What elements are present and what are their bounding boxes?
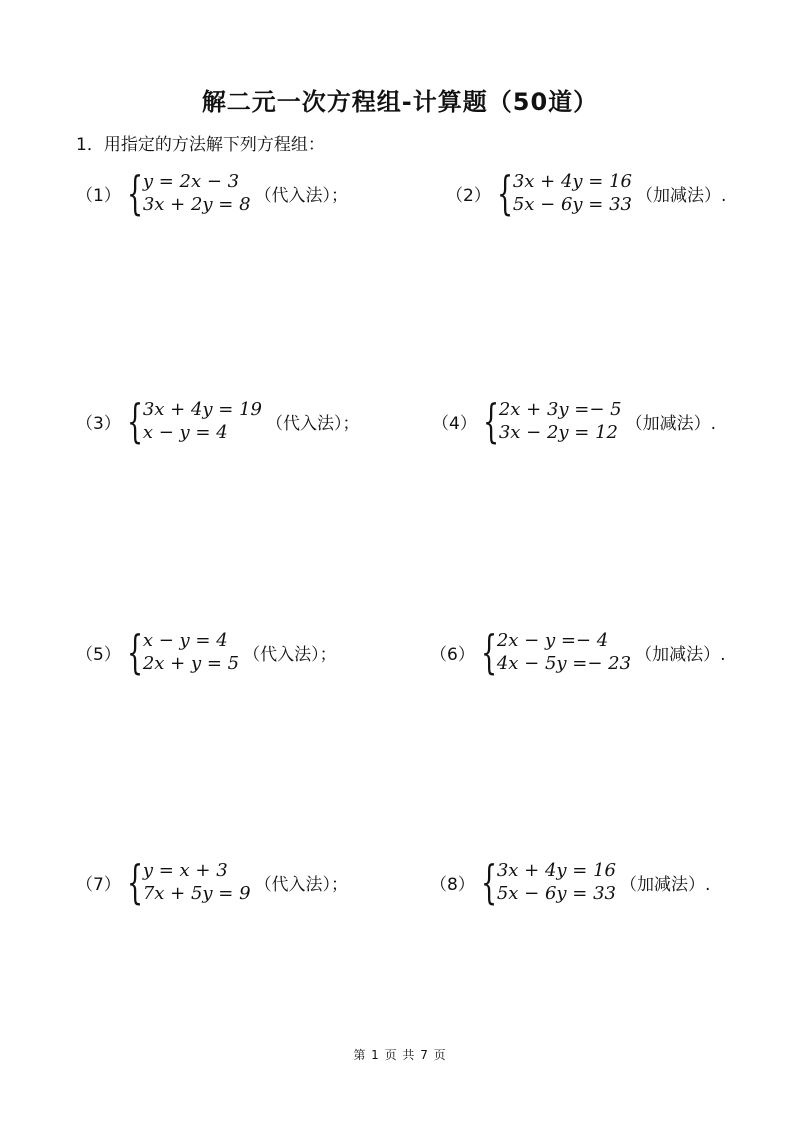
method-label: （加减法）. [635, 644, 726, 665]
problem-8 [430, 855, 711, 909]
problem-1 [76, 166, 349, 220]
problem-2 [446, 166, 727, 220]
equation-1: 2x − y =− 4 [496, 630, 609, 651]
equation-1: 3x + 4y = 16 [512, 171, 633, 192]
equation-1: x − y = 4 [142, 630, 228, 651]
equation-system [497, 859, 616, 905]
brace-icon: { [126, 625, 143, 679]
question-instruction: 1．用指定的方法解下列方程组： [76, 135, 325, 155]
problem-number: （6） [430, 644, 475, 665]
equation-system [497, 629, 631, 675]
problem-5 [76, 625, 337, 679]
equation-2: 5x − 6y = 33 [512, 194, 633, 215]
equation-2: 3x + 2y = 8 [142, 194, 251, 215]
method-label: （代入法）； [254, 874, 349, 895]
problem-4 [432, 394, 717, 448]
brace-icon: { [480, 855, 497, 909]
equation-system [143, 859, 251, 905]
equation-2: 4x − 5y =− 23 [496, 653, 632, 674]
equation-2: 5x − 6y = 33 [496, 883, 617, 904]
problem-6 [430, 625, 726, 679]
problem-number: （8） [430, 874, 475, 895]
problem-3 [76, 394, 360, 448]
equation-2: x − y = 4 [142, 422, 228, 443]
page-footer: 第 1 页 共 7 页 [353, 1048, 447, 1062]
problem-number: （1） [76, 185, 121, 206]
equation-system [499, 398, 622, 444]
method-label: （加减法）. [625, 413, 717, 434]
method-label: （代入法）； [254, 185, 349, 206]
problem-7 [76, 855, 349, 909]
equation-1: y = x + 3 [142, 860, 228, 881]
brace-icon: { [482, 394, 499, 448]
method-label: （代入法）； [243, 644, 337, 665]
equation-2: 7x + 5y = 9 [142, 883, 251, 904]
equation-1: 3x + 4y = 19 [142, 399, 263, 420]
problem-number: （5） [76, 644, 121, 665]
brace-icon: { [126, 855, 143, 909]
equation-1: 2x + 3y =− 5 [498, 399, 622, 420]
problem-number: （3） [76, 413, 121, 434]
brace-icon: { [126, 166, 143, 220]
equation-system [513, 170, 632, 216]
equation-1: y = 2x − 3 [142, 171, 240, 192]
problem-number: （4） [432, 413, 477, 434]
problem-number: （7） [76, 874, 121, 895]
method-label: （代入法）； [266, 413, 360, 434]
equation-system [143, 398, 262, 444]
brace-icon: { [480, 625, 497, 679]
equation-2: 3x − 2y = 12 [498, 422, 619, 443]
page-title: 解二元一次方程组-计算题（50道） [201, 88, 599, 116]
method-label: （加减法）. [636, 185, 727, 206]
brace-icon: { [496, 166, 513, 220]
problem-number: （2） [446, 185, 491, 206]
equation-system [143, 170, 251, 216]
equation-1: 3x + 4y = 16 [496, 860, 617, 881]
brace-icon: { [126, 394, 143, 448]
method-label: （加减法）. [620, 874, 711, 895]
equation-system [143, 629, 239, 675]
equation-2: 2x + y = 5 [142, 653, 240, 674]
